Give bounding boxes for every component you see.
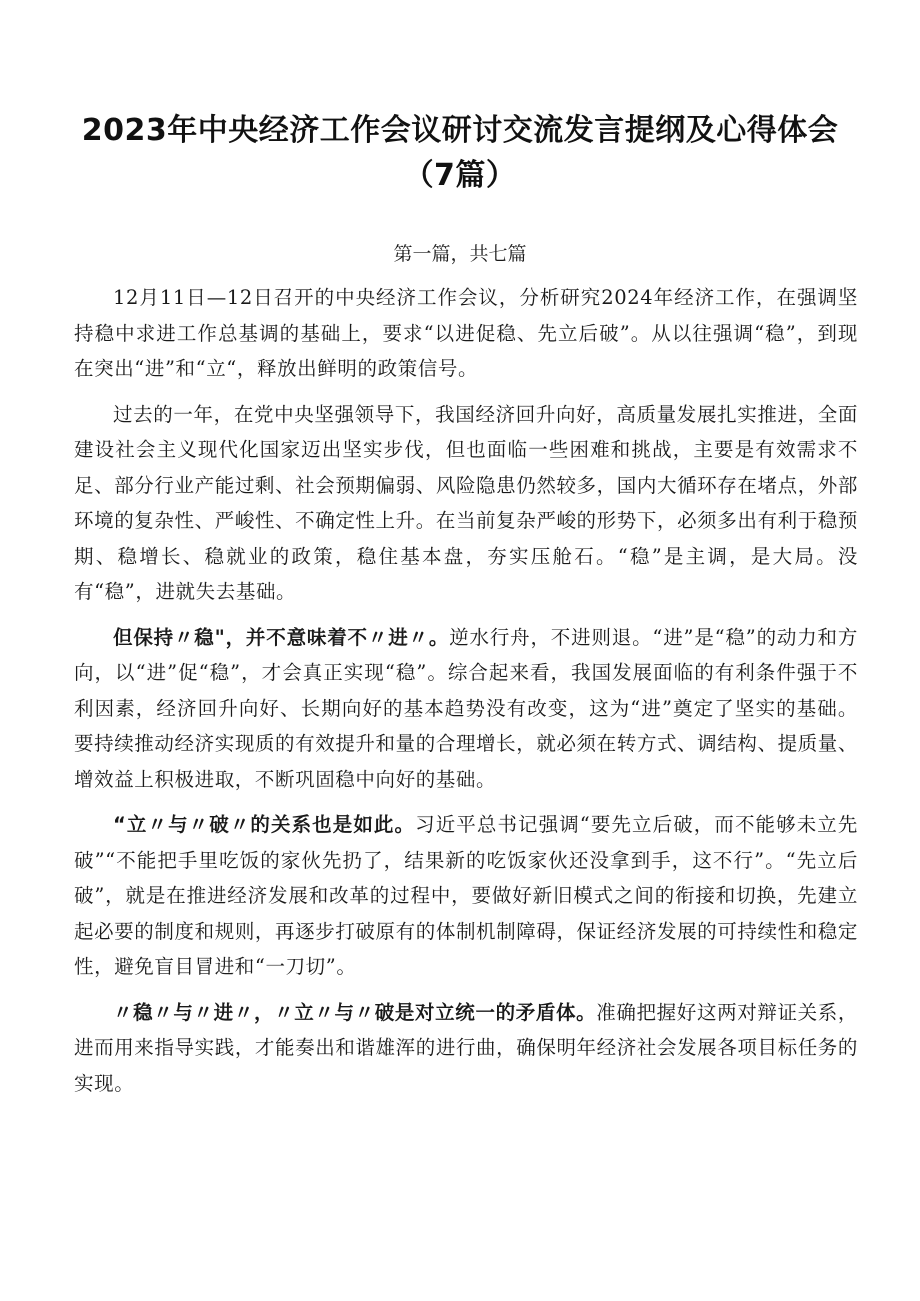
paragraph-2 xyxy=(74,397,858,610)
section-heading: 第一篇，共七篇 xyxy=(393,243,527,265)
paragraph-1-text: 12月11日—12日召开的中央经济工作会议，分析研究2024年经济工作，在强调坚持稳中求进工作总基调的基础上，要求“以进促稳、先立后破”。从以往强调“稳”，到现在突出“进”和“立“，释放出鲜明的政策信号。 xyxy=(74,286,858,380)
paragraph-5 xyxy=(74,995,858,1102)
paragraph-3 xyxy=(74,620,858,798)
paragraph-5-lead: 〃稳〃与〃进〃，〃立〃与〃破是对立统一的矛盾体。 xyxy=(113,1000,597,1024)
paragraph-3-lead: 但保持〃稳"，并不意味着不〃进〃。 xyxy=(113,625,450,649)
paragraph-2-text: 过去的一年，在党中央坚强领导下，我国经济回升向好，高质量发展扎实推进，全面建设社会主义现代化国家迈出坚实步伐，但也面临一些困难和挑战，主要是有效需求不足、部分行业产能过剩、社会预期偏弱、风险隐患仍然较多，国内大循环存在堵点，外部环境的复杂性、严峻性、不确定性上升。在当前复杂严峻的形势下，必须多出有利于稳预期、稳增长、稳就业的政策，稳住基本盘，夯实压舱石。“稳”是主调，是大局。没有“稳”，进就失去基础。 xyxy=(74,402,858,603)
paragraph-1 xyxy=(74,280,858,387)
paragraph-4 xyxy=(74,807,858,985)
document-title: 2023年中央经济工作会议研讨交流发言提纲及心得体会（7篇） xyxy=(81,113,839,193)
paragraph-4-text: 习近平总书记强调“要先立后破，而不能够未立先破”“不能把手里吃饭的家伙先扔了，结果新的吃饭家伙还没拿到手，这不行”。“先立后破”，就是在推进经济发展和改革的过程中，要做好新旧模式之间的衔接和切换，先建立起必要的制度和规则，再逐步打破原有的体制机制障碍，保证经济发展的可持续性和稳定性，避免盲目冒进和“一刀切”。 xyxy=(74,813,858,978)
paragraph-5-text: 准确把握好这两对辩证关系，进而用来指导实践，才能奏出和谐雄浑的进行曲，确保明年经济社会发展各项目标任务的实现。 xyxy=(74,1000,858,1095)
paragraph-3-text: 逆水行舟，不进则退。“进”是“稳”的动力和方向，以“进”促“稳”，才会真正实现“稳”。综合起来看，我国发展面临的有利条件强于不利因素，经济回升向好、长期向好的基本趋势没有改变，这为“进”奠定了坚实的基础。要持续推动经济实现质的有效提升和量的合理增长，就必须在转方式、调结构、提质量、增效益上积极进取，不断巩固稳中向好的基础。 xyxy=(74,625,858,791)
paragraph-4-lead: “立〃与〃破〃的关系也是如此。 xyxy=(113,813,416,836)
document-body xyxy=(74,280,858,1111)
